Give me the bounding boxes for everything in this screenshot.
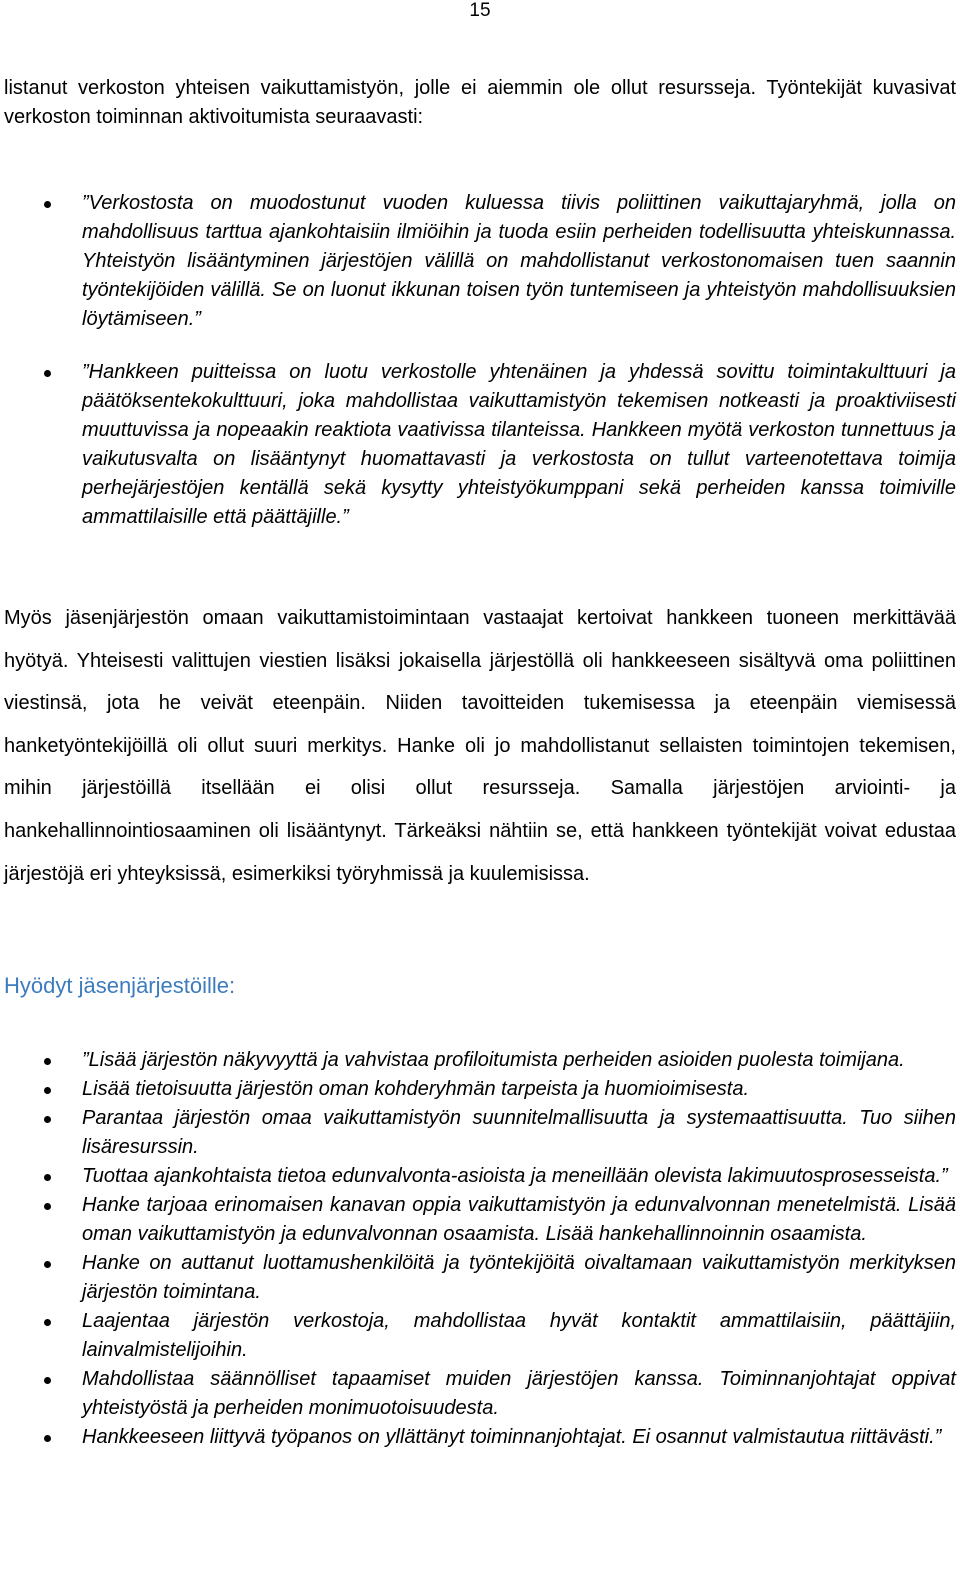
quote-item (0, 358, 960, 532)
bullet-icon (44, 1319, 51, 1326)
bullet-icon (44, 1058, 51, 1065)
benefit-text: Mahdollistaa säännölliset tapaamiset muiden järjestöjen kanssa. Toiminnanjohtajat oppivat yhteistyöstä ja perheiden monimuotoisuudesta. (82, 1368, 956, 1419)
benefit-item (0, 1249, 960, 1307)
quote-text: ”Verkostosta on muodostunut vuoden kuluessa tiivis poliittinen vaikuttajaryhmä, jolla on mahdollisuus tarttua ajankohtaisiin ilmiöihin ja tuoda esiin perheiden todellisuutta yhteiskunnassa. Yhteistyön lisääntyminen järjestöjen välillä on mahdollistanut verkostonomaisen tuen saannin työntekijöiden välillä. Se on luonut ikkunan toisen työn tuntemiseen ja yhteistyön mahdollisuuksien löytämiseen.” (82, 192, 956, 330)
benefit-text: Parantaa järjestön omaa vaikuttamistyön suunnitelmallisuutta ja systemaattisuutta. Tuo siihen lisäresurssin. (82, 1107, 956, 1158)
bullet-icon (44, 1435, 51, 1442)
benefit-text: Hanke on auttanut luottamushenkilöitä ja työntekijöitä oivaltamaan vaikuttamistyön merkityksen järjestön toimintana. (82, 1252, 956, 1303)
benefit-text: Tuottaa ajankohtaista tietoa edunvalvonta-asioista ja meneillään olevista lakimuutosprosesseista.” (82, 1165, 948, 1187)
bullet-icon (44, 1174, 51, 1181)
bullet-icon (44, 370, 51, 377)
bullet-icon (44, 1203, 51, 1210)
body-paragraph: Myös jäsenjärjestön omaan vaikuttamistoimintaan vastaajat kertoivat hankkeen tuoneen merkittävää hyötyä. Yhteisesti valittujen viestien lisäksi jokaisella järjestöllä oli hankkeeseen sisältyvä oma poliittinen viestinsä, jota he veivät eteenpäin. Niiden tavoitteiden tukemisessa ja eteenpäin viemisessä hanketyöntekijöillä oli ollut suuri merkitys. Hanke oli jo mahdollistanut sellaisten toimintojen tekemisen, mihin järjestöillä itsellään ei olisi ollut resursseja. Samalla järjestöjen arviointi- ja hankehallinnointiosaaminen oli lisääntynyt. Tärkeäksi nähtiin se, että hankkeen työntekijät voivat edustaa järjestöjä eri yhteyksissä, esimerkiksi työryhmissä ja kuulemisissa. (4, 607, 956, 885)
bullet-icon (44, 201, 51, 208)
benefit-text: Laajentaa järjestön verkostoja, mahdollistaa hyvät kontaktit ammattilaisiin, päättäjiin, lainvalmistelijoihin. (82, 1310, 956, 1361)
quote-text: ”Hankkeen puitteissa on luotu verkostolle yhtenäinen ja yhdessä sovittu toimintakulttuuri ja päätöksentekokulttuuri, joka mahdollistaa vaikuttamistyön tekemisen notkeasti ja proaktiviisesti muuttuvissa ja nopeaakin reaktiota vaativissa tilanteissa. Hankkeen myötä verkoston tunnettuus ja vaikutusvalta on lisääntynyt huomattavasti ja verkostosta on tullut varteenotettava toimija perhejärjestöjen kentällä sekä kysytty yhteistyökumppani sekä perheiden kanssa toimiville ammattilaisille että päättäjille.” (82, 361, 956, 528)
bullet-icon (44, 1087, 51, 1094)
bullet-icon (44, 1377, 51, 1384)
benefit-text: Lisää tietoisuutta järjestön oman kohderyhmän tarpeista ja huomioimisesta. (82, 1078, 750, 1100)
benefit-item (0, 1075, 960, 1104)
benefit-item (0, 1162, 960, 1191)
page-number: 15 (469, 0, 491, 21)
section-heading: Hyödyt jäsenjärjestöille: (4, 973, 236, 998)
benefit-text: Hankkeeseen liittyvä työpanos on yllättänyt toiminnanjohtajat. Ei osannut valmistautua riittävästi.” (82, 1426, 942, 1448)
benefit-item (0, 1307, 960, 1365)
quote-list (0, 189, 960, 532)
benefit-item (0, 1423, 960, 1452)
benefit-text: Hanke tarjoaa erinomaisen kanavan oppia vaikuttamistyön ja edunvalvonnan menetelmistä. Lisää oman vaikuttamistyön ja edunvalvonnan osaamista. Lisää hankehallinnoinnin osaamista. (82, 1194, 956, 1245)
benefit-item (0, 1046, 960, 1075)
quote-item (0, 189, 960, 334)
benefit-item (0, 1191, 960, 1249)
intro-paragraph: listanut verkoston yhteisen vaikuttamistyön, jolle ei aiemmin ole ollut resursseja. Työntekijät kuvasivat verkoston toiminnan aktivoitumista seuraavasti: (4, 77, 956, 128)
benefit-text: ”Lisää järjestön näkyvyyttä ja vahvistaa profiloitumista perheiden asioiden puolesta toimijana. (82, 1049, 905, 1071)
benefit-item (0, 1104, 960, 1162)
bullet-icon (44, 1116, 51, 1123)
bullet-icon (44, 1261, 51, 1268)
benefits-list (0, 1046, 960, 1452)
benefit-item (0, 1365, 960, 1423)
